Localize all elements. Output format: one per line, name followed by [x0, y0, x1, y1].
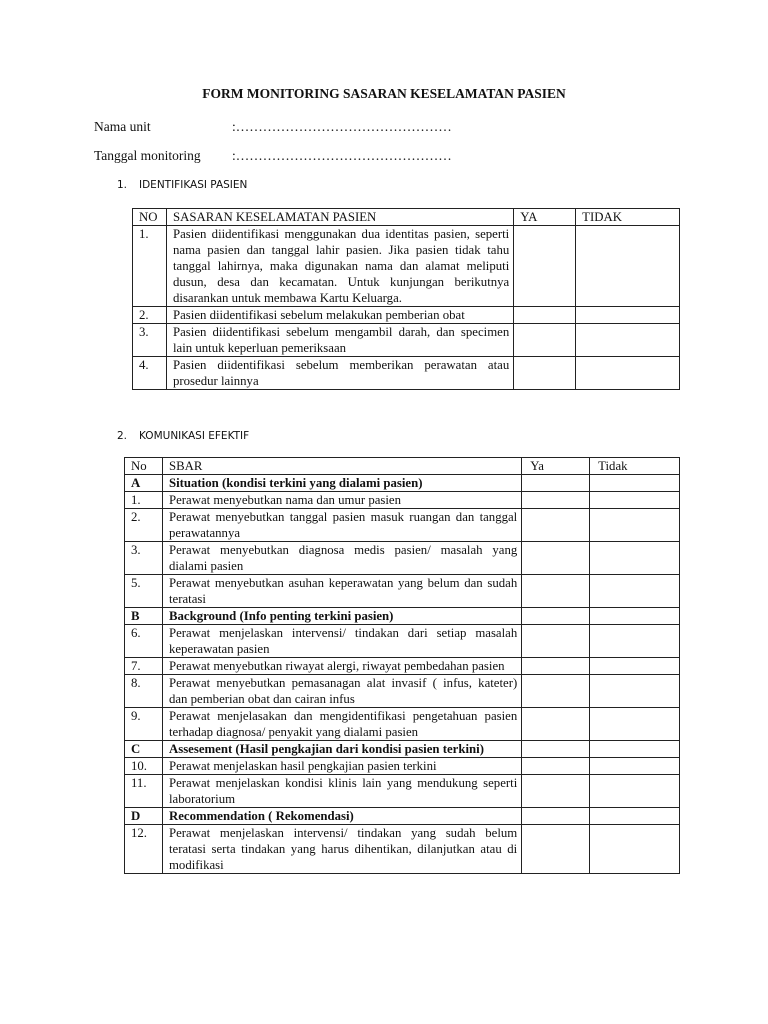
- field-label: Nama unit: [94, 119, 151, 134]
- tidak-checkbox-cell[interactable]: [576, 226, 680, 307]
- col-header-tidak: TIDAK: [576, 209, 680, 226]
- tidak-checkbox-cell[interactable]: [590, 808, 680, 825]
- table-row: [125, 658, 680, 675]
- row-number: 4.: [133, 357, 167, 390]
- field-nama-unit: [94, 119, 452, 135]
- row-text: Background (Info penting terkini pasien): [162, 608, 521, 625]
- tidak-checkbox-cell[interactable]: [590, 758, 680, 775]
- table-row: [125, 825, 680, 874]
- table-row: [125, 492, 680, 509]
- field-label: Tanggal monitoring: [94, 148, 201, 163]
- ya-checkbox-cell[interactable]: [522, 708, 590, 741]
- row-text: Assesement (Hasil pengkajian dari kondisi pasien terkini): [162, 741, 521, 758]
- tidak-checkbox-cell[interactable]: [590, 575, 680, 608]
- ya-checkbox-cell[interactable]: [514, 226, 576, 307]
- row-text: Pasien diidentifikasi sebelum melakukan pemberian obat: [166, 307, 513, 324]
- section-heading-komunikasi: [117, 430, 249, 442]
- col-header-ya: Ya: [522, 458, 590, 475]
- table-row: [125, 575, 680, 608]
- table-group-row: [125, 741, 680, 758]
- table-header-row: [133, 209, 680, 226]
- komunikasi-table: [124, 457, 680, 874]
- row-number: C: [125, 741, 163, 758]
- ya-checkbox-cell[interactable]: [522, 492, 590, 509]
- row-text: Perawat menjelaskan hasil pengkajian pasien terkini: [162, 758, 521, 775]
- ya-checkbox-cell[interactable]: [522, 675, 590, 708]
- row-number: 5.: [125, 575, 163, 608]
- ya-checkbox-cell[interactable]: [522, 542, 590, 575]
- ya-checkbox-cell[interactable]: [522, 808, 590, 825]
- table-group-row: [125, 608, 680, 625]
- row-text: Perawat menyebutkan riwayat alergi, riwayat pembedahan pasien: [162, 658, 521, 675]
- row-number: 9.: [125, 708, 163, 741]
- row-number: 1.: [125, 492, 163, 509]
- row-number: 2.: [133, 307, 167, 324]
- row-number: 10.: [125, 758, 163, 775]
- row-text: Situation (kondisi terkini yang dialami pasien): [162, 475, 521, 492]
- row-number: A: [125, 475, 163, 492]
- row-text: Perawat menjelaskan kondisi klinis lain yang mendukung seperti laboratorium: [162, 775, 521, 808]
- tidak-checkbox-cell[interactable]: [590, 625, 680, 658]
- row-number: 2.: [125, 509, 163, 542]
- table-row: [125, 542, 680, 575]
- row-text: Perawat menjelasakan dan mengidentifikasi pengetahuan pasien terhadap diagnosa/ penyakit yang dialami pasien: [162, 708, 521, 741]
- ya-checkbox-cell[interactable]: [522, 475, 590, 492]
- col-header-item: SBAR: [162, 458, 521, 475]
- row-text: Pasien diidentifikasi sebelum mengambil darah, dan specimen lain untuk keperluan pemeriksaan: [166, 324, 513, 357]
- row-number: 7.: [125, 658, 163, 675]
- tidak-checkbox-cell[interactable]: [590, 775, 680, 808]
- table-row: [133, 307, 680, 324]
- section-title: IDENTIFIKASI PASIEN: [139, 179, 248, 191]
- table-row: [125, 708, 680, 741]
- row-text: Perawat menjelaskan intervensi/ tindakan yang sudah belum teratasi serta tindakan yang harus dihentikan, dilanjutkan atau di modifikasi: [162, 825, 521, 874]
- ya-checkbox-cell[interactable]: [514, 324, 576, 357]
- tidak-checkbox-cell[interactable]: [590, 741, 680, 758]
- tidak-checkbox-cell[interactable]: [576, 357, 680, 390]
- ya-checkbox-cell[interactable]: [522, 625, 590, 658]
- tidak-checkbox-cell[interactable]: [590, 825, 680, 874]
- row-number: 3.: [125, 542, 163, 575]
- row-text: Perawat menyebutkan diagnosa medis pasien/ masalah yang dialami pasien: [162, 542, 521, 575]
- section-title: KOMUNIKASI EFEKTIF: [139, 430, 250, 442]
- table-row: [125, 758, 680, 775]
- row-number: 3.: [133, 324, 167, 357]
- row-number: D: [125, 808, 163, 825]
- row-number: 11.: [125, 775, 163, 808]
- table-row: [133, 226, 680, 307]
- col-header-ya: YA: [514, 209, 576, 226]
- tidak-checkbox-cell[interactable]: [576, 307, 680, 324]
- col-header-tidak: Tidak: [590, 458, 680, 475]
- row-text: Recommendation ( Rekomendasi): [162, 808, 521, 825]
- ya-checkbox-cell[interactable]: [522, 509, 590, 542]
- table-row: [133, 324, 680, 357]
- komunikasi-table-body: [125, 475, 680, 874]
- row-number: 6.: [125, 625, 163, 658]
- ya-checkbox-cell[interactable]: [522, 608, 590, 625]
- table-header-row: [125, 458, 680, 475]
- field-value-blank[interactable]: :…………………………………………: [232, 119, 452, 134]
- page-title: FORM MONITORING SASARAN KESELAMATAN PASIEN: [202, 86, 566, 101]
- row-text: Pasien diidentifikasi menggunakan dua identitas pasien, seperti nama pasien dan tanggal lahir pasien. Jika pasien tidak tahu tanggal lahirnya, maka digunakan nama dan alamat meliputi dusun, desa dan kecamatan. Untuk kunjungan berikutnya disarankan untuk membawa Kartu Keluarga.: [166, 226, 513, 307]
- row-number: 12.: [125, 825, 163, 874]
- table-row: [125, 625, 680, 658]
- ya-checkbox-cell[interactable]: [522, 741, 590, 758]
- table-row: [125, 775, 680, 808]
- tidak-checkbox-cell[interactable]: [590, 542, 680, 575]
- table-row: [133, 357, 680, 390]
- ya-checkbox-cell[interactable]: [522, 775, 590, 808]
- row-number: B: [125, 608, 163, 625]
- col-header-item: SASARAN KESELAMATAN PASIEN: [166, 209, 513, 226]
- tidak-checkbox-cell[interactable]: [590, 509, 680, 542]
- row-text: Pasien diidentifikasi sebelum memberikan perawatan atau prosedur lainnya: [166, 357, 513, 390]
- tidak-checkbox-cell[interactable]: [590, 708, 680, 741]
- tidak-checkbox-cell[interactable]: [576, 324, 680, 357]
- identifikasi-table: [132, 208, 680, 390]
- ya-checkbox-cell[interactable]: [522, 575, 590, 608]
- field-value-blank[interactable]: :…………………………………………: [232, 148, 452, 163]
- section-heading-identifikasi: [117, 179, 247, 191]
- section-number: 2.: [117, 430, 128, 442]
- row-text: Perawat menyebutkan asuhan keperawatan yang belum dan sudah teratasi: [162, 575, 521, 608]
- ya-checkbox-cell[interactable]: [522, 825, 590, 874]
- col-header-no: NO: [133, 209, 167, 226]
- identifikasi-table-body: [133, 226, 680, 390]
- table-group-row: [125, 808, 680, 825]
- tidak-checkbox-cell[interactable]: [590, 608, 680, 625]
- section-number: 1.: [117, 179, 128, 191]
- field-tanggal-monitoring: [94, 148, 452, 164]
- tidak-checkbox-cell[interactable]: [590, 492, 680, 509]
- table-group-row: [125, 475, 680, 492]
- row-number: 1.: [133, 226, 167, 307]
- table-row: [125, 675, 680, 708]
- row-text: Perawat menyebutkan nama dan umur pasien: [162, 492, 521, 509]
- col-header-no: No: [125, 458, 163, 475]
- table-row: [125, 509, 680, 542]
- ya-checkbox-cell[interactable]: [522, 658, 590, 675]
- tidak-checkbox-cell[interactable]: [590, 475, 680, 492]
- row-text: Perawat menyebutkan pemasanagan alat invasif ( infus, kateter) dan pemberian obat dan cairan infus: [162, 675, 521, 708]
- tidak-checkbox-cell[interactable]: [590, 675, 680, 708]
- ya-checkbox-cell[interactable]: [522, 758, 590, 775]
- row-text: Perawat menyebutkan tanggal pasien masuk ruangan dan tanggal perawatannya: [162, 509, 521, 542]
- row-number: 8.: [125, 675, 163, 708]
- row-text: Perawat menjelaskan intervensi/ tindakan dari setiap masalah keperawatan pasien: [162, 625, 521, 658]
- ya-checkbox-cell[interactable]: [514, 307, 576, 324]
- tidak-checkbox-cell[interactable]: [590, 658, 680, 675]
- ya-checkbox-cell[interactable]: [514, 357, 576, 390]
